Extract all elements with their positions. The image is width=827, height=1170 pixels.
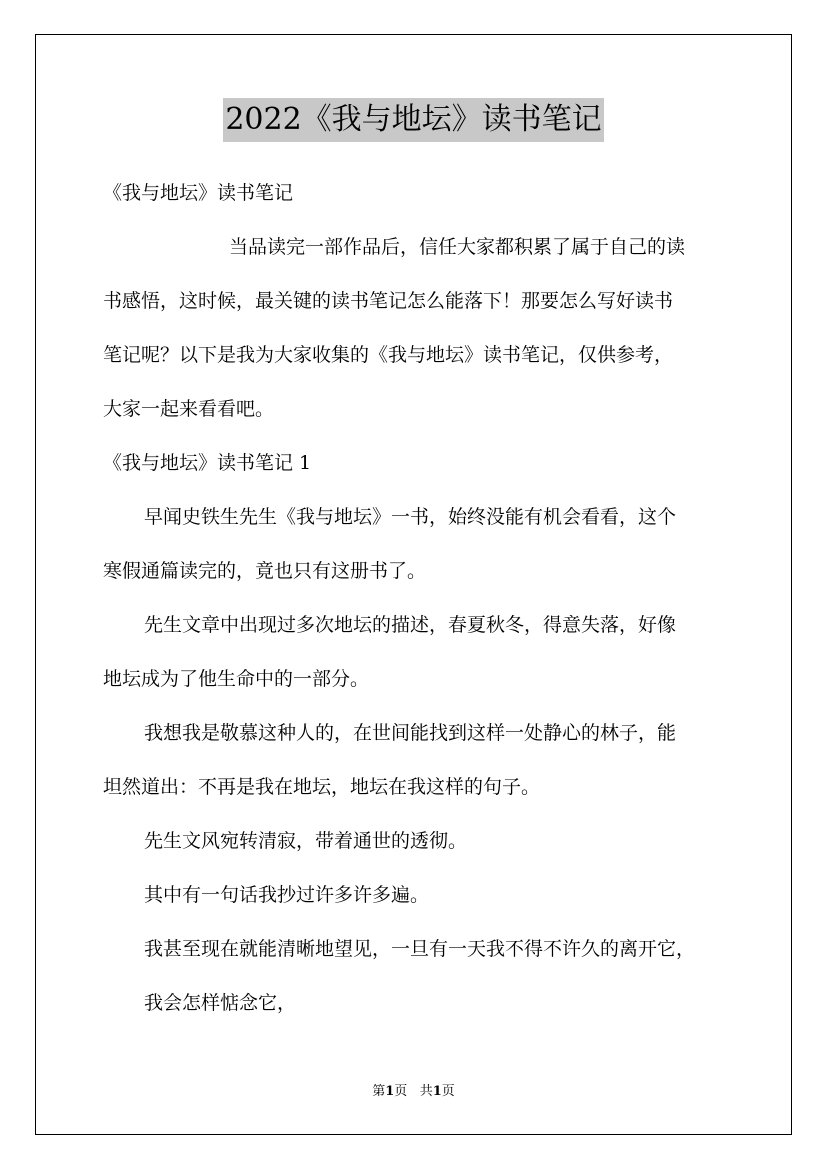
total-prefix: 共	[419, 1084, 433, 1099]
total-suffix: 页	[441, 1084, 455, 1099]
title-container	[0, 98, 827, 142]
page-number: 1	[385, 1084, 395, 1099]
page-suffix: 页	[394, 1084, 408, 1099]
page-footer	[0, 1083, 827, 1101]
paragraph-line: 我甚至现在就能清晰地望见，一旦有一天我不得不许久的离开它，	[144, 938, 696, 960]
paragraph-line: 先生文章中出现过多次地坛的描述，春夏秋冬，得意失落，好像	[144, 614, 677, 636]
paragraph-line: 寒假通篇读完的，竟也只有这册书了。	[103, 560, 427, 582]
paragraph-line: 地坛成为了他生命中的一部分。	[103, 668, 370, 690]
document-title: 2022《我与地坛》读书笔记	[223, 98, 603, 142]
page-prefix: 第	[372, 1084, 386, 1099]
paragraph-line: 我会怎样惦念它，	[144, 992, 297, 1014]
total-pages: 1	[432, 1084, 442, 1099]
paragraph-line: 大家一起来看看吧。	[103, 398, 275, 420]
paragraph-line: 笔记呢？以下是我为大家收集的《我与地坛》读书笔记，仅供参考，	[103, 344, 674, 366]
section-heading: 《我与地坛》读书笔记 1	[103, 452, 312, 474]
paragraph-line: 当品读完一部作品后，信任大家都积累了属于自己的读	[229, 236, 686, 258]
paragraph-line: 早闻史铁生先生《我与地坛》一书，始终没能有机会看看，这个	[144, 506, 677, 528]
paragraph-line: 书感悟，这时候，最关键的读书笔记怎么能落下！那要怎么写好读书	[103, 290, 674, 312]
paragraph-line: 我想我是敬慕这种人的，在世间能找到这样一处静心的林子，能	[144, 722, 677, 744]
paragraph-line: 坦然道出：不再是我在地坛，地坛在我这样的句子。	[103, 776, 541, 798]
paragraph-line: 先生文风宛转清寂，带着通世的透彻。	[144, 830, 468, 852]
section-heading: 《我与地坛》读书笔记	[103, 182, 294, 204]
paragraph-line: 其中有一句话我抄过许多许多遍。	[144, 884, 430, 906]
